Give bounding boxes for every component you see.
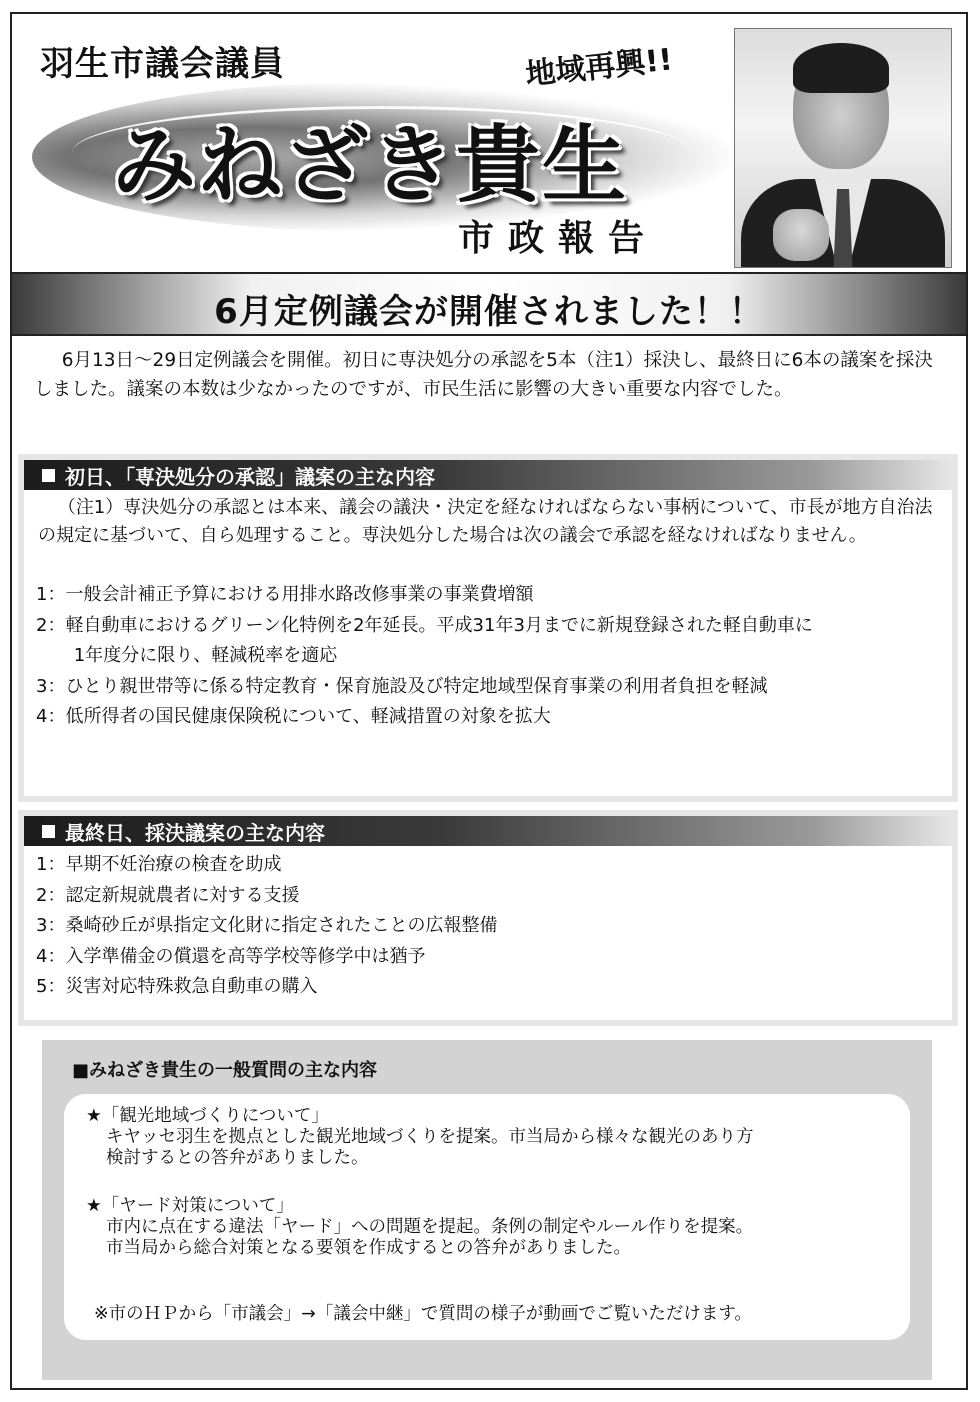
list-item: 1：早期不妊治療の検査を助成 (36, 854, 282, 875)
councillor-title: 羽生市議会議員 (40, 44, 285, 84)
footnote-explanation: （注1）専決処分の承認とは本来、議会の議決・決定を経なければならない事柄について、市長が地方自治法の規定に基づいて、自ら処理すること。専決処分した場合は次の議会で承認を経なければなりません。 (38, 497, 933, 546)
list-item: 4：入学準備金の償還を高等学校等修学中は猶予 (36, 945, 426, 967)
square-bullet-icon (42, 825, 55, 838)
section-final-day (18, 810, 958, 1026)
question-answer-line: 検討するとの答弁がありました。 (106, 1148, 369, 1168)
question-answer-line: キヤッセ羽生を拠点とした観光地域づくりを提案。市当局から様々な観光のあり方 (106, 1127, 754, 1147)
slogan: 地域再興!! (515, 34, 682, 95)
questions-title: ■みねざき貴生の一般質問の主な内容 (72, 1060, 378, 1081)
question-answer-line: 市当局から総合対策となる要領を作成するとの答弁がありました。 (106, 1238, 631, 1258)
question-heading: ★「観光地域づくりについて」 (86, 1106, 329, 1126)
question-heading: ★「ヤード対策について」 (86, 1196, 294, 1216)
question-item (86, 1196, 753, 1259)
video-footnote: ※市のＨＰから「市議会」→「議会中継」で質問の様子が動画でご覧いただけます。 (94, 1304, 752, 1324)
list-item: 2：軽自動車におけるグリーン化特例を2年延長。平成31年3月までに新規登録された軽自動車に (36, 614, 813, 636)
section-first-day (18, 454, 958, 802)
item-list (24, 850, 952, 1003)
portrait-photo (734, 28, 952, 268)
report-subtitle: 市政報告 (458, 218, 659, 259)
section-title: 初日、「専決処分の承認」議案の主な内容 (65, 464, 435, 489)
newsletter-page (10, 12, 968, 1390)
list-item-continuation: 1年度分に限り、軽減税率を適応 (73, 645, 338, 666)
list-item: 3：ひとり親世帯等に係る特定教育・保育施設及び特定地域型保育事業の利用者負担を軽減 (36, 675, 768, 697)
questions-card (64, 1094, 910, 1340)
section-header (24, 816, 952, 846)
section-header (24, 460, 952, 490)
intro-paragraph: 6月13日～29日定例議会を開催。初日に専決処分の承認を5本（注1）採決し、最終日に6本の議案を採決しました。議案の本数は少なかったのですが、市民生活に影響の大きい重要な内容でした。 (34, 350, 933, 400)
list-item: 3：桑崎砂丘が県指定文化財に指定されたことの広報整備 (36, 915, 498, 936)
councillor-name: みねざき貴生 (112, 116, 629, 214)
general-questions-box (42, 1040, 932, 1380)
headline-banner (12, 272, 966, 336)
list-item: 2：認定新規就農者に対する支援 (36, 884, 300, 906)
item-list (24, 580, 952, 733)
header (12, 14, 966, 272)
list-item: 5：災害対応特殊救急自動車の購入 (36, 976, 318, 997)
list-item: 4：低所得者の国民健康保険税について、軽減措置の対象を拡大 (36, 706, 551, 727)
question-answer-line: 市内に点在する違法「ヤード」への問題を提起。条例の制定やルール作りを提案。 (106, 1217, 754, 1237)
headline-title: 6月定例議会が開催されました！！ (214, 292, 764, 332)
question-item (86, 1106, 754, 1169)
list-item: 1：一般会計補正予算における用排水路改修事業の事業費増額 (36, 584, 534, 605)
section-title: 最終日、採決議案の主な内容 (65, 820, 325, 845)
square-bullet-icon (42, 469, 55, 482)
